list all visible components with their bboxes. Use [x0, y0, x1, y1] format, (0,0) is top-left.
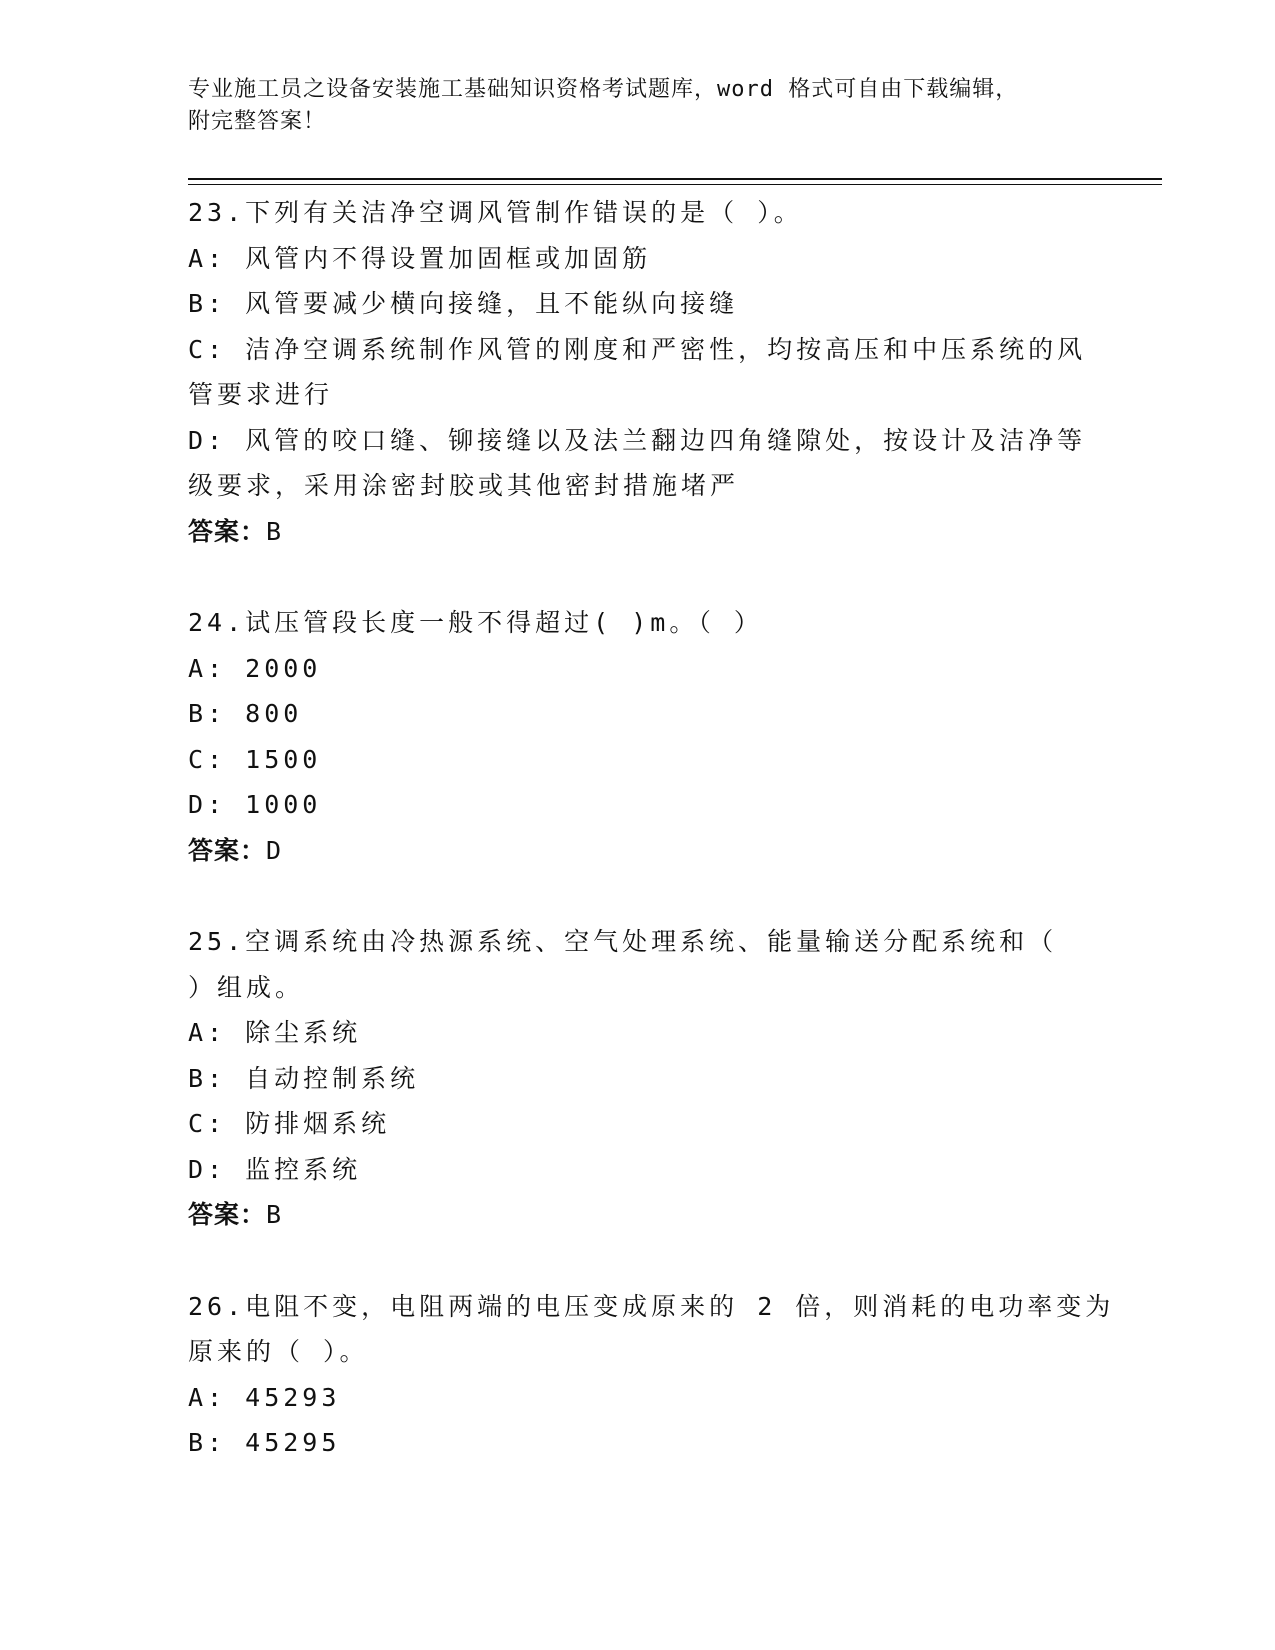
option-a: A: 45293 — [188, 1382, 341, 1412]
answer-label: 答案： — [188, 835, 267, 865]
question-stem: 25.空调系统由冷热源系统、空气处理系统、能量输送分配系统和（ — [188, 927, 1058, 956]
answer-line — [188, 828, 1088, 874]
option-c-continued: 管要求进行 — [188, 380, 334, 409]
option-a: A: 风管内不得设置加固框或加固筋 — [188, 243, 652, 273]
question-stem: 26.电阻不变，电阻两端的电压变成原来的 2 倍，则消耗的电功率变为 — [188, 1291, 1115, 1321]
option-b: B: 800 — [188, 699, 303, 728]
header-divider-thick — [188, 178, 1162, 180]
option-c: C: 防排烟系统 — [188, 1109, 391, 1138]
option-a: A: 2000 — [188, 653, 322, 683]
question-24 — [188, 600, 1088, 873]
document-header — [188, 74, 1088, 138]
answer-value: B — [266, 1200, 283, 1229]
question-stem-continued: ）组成。 — [188, 972, 305, 1002]
option-b: B: 风管要减少横向接缝，且不能纵向接缝 — [188, 289, 739, 318]
header-line-1: 专业施工员之设备安装施工基础知识资格考试题库，word 格式可自由下载编辑， — [188, 77, 1019, 102]
answer-line — [188, 509, 1088, 555]
header-line-2: 附完整答案！ — [188, 109, 327, 134]
option-d: D: 1000 — [188, 790, 322, 819]
answer-line — [188, 1192, 1088, 1238]
header-divider-thin — [188, 184, 1162, 185]
option-b: B: 45295 — [188, 1428, 341, 1457]
answer-label: 答案： — [188, 516, 267, 546]
question-26 — [188, 1284, 1115, 1466]
question-stem: 23.下列有关洁净空调风管制作错误的是（ ）。 — [188, 198, 803, 227]
answer-label: 答案： — [188, 1200, 267, 1229]
option-a: A: 除尘系统 — [188, 1018, 362, 1047]
option-d: D: 风管的咬口缝、铆接缝以及法兰翻边四角缝隙处，按设计及洁净等 — [188, 425, 1087, 455]
option-d-continued: 级要求，采用涂密封胶或其他密封措施堵严 — [188, 471, 740, 500]
answer-value: D — [266, 835, 283, 865]
question-25 — [188, 919, 1088, 1238]
question-list — [188, 190, 1115, 1512]
answer-value: B — [266, 516, 283, 546]
option-d: D: 监控系统 — [188, 1154, 362, 1184]
question-stem-continued: 原来的（ ）。 — [188, 1337, 369, 1366]
question-23 — [188, 190, 1088, 554]
option-b: B: 自动控制系统 — [188, 1063, 420, 1093]
option-c: C: 1500 — [188, 744, 322, 774]
question-stem: 24.试压管段长度一般不得超过( )m。（ ） — [188, 608, 763, 637]
option-c: C: 洁净空调系统制作风管的刚度和严密性，均按高压和中压系统的风 — [188, 334, 1087, 364]
